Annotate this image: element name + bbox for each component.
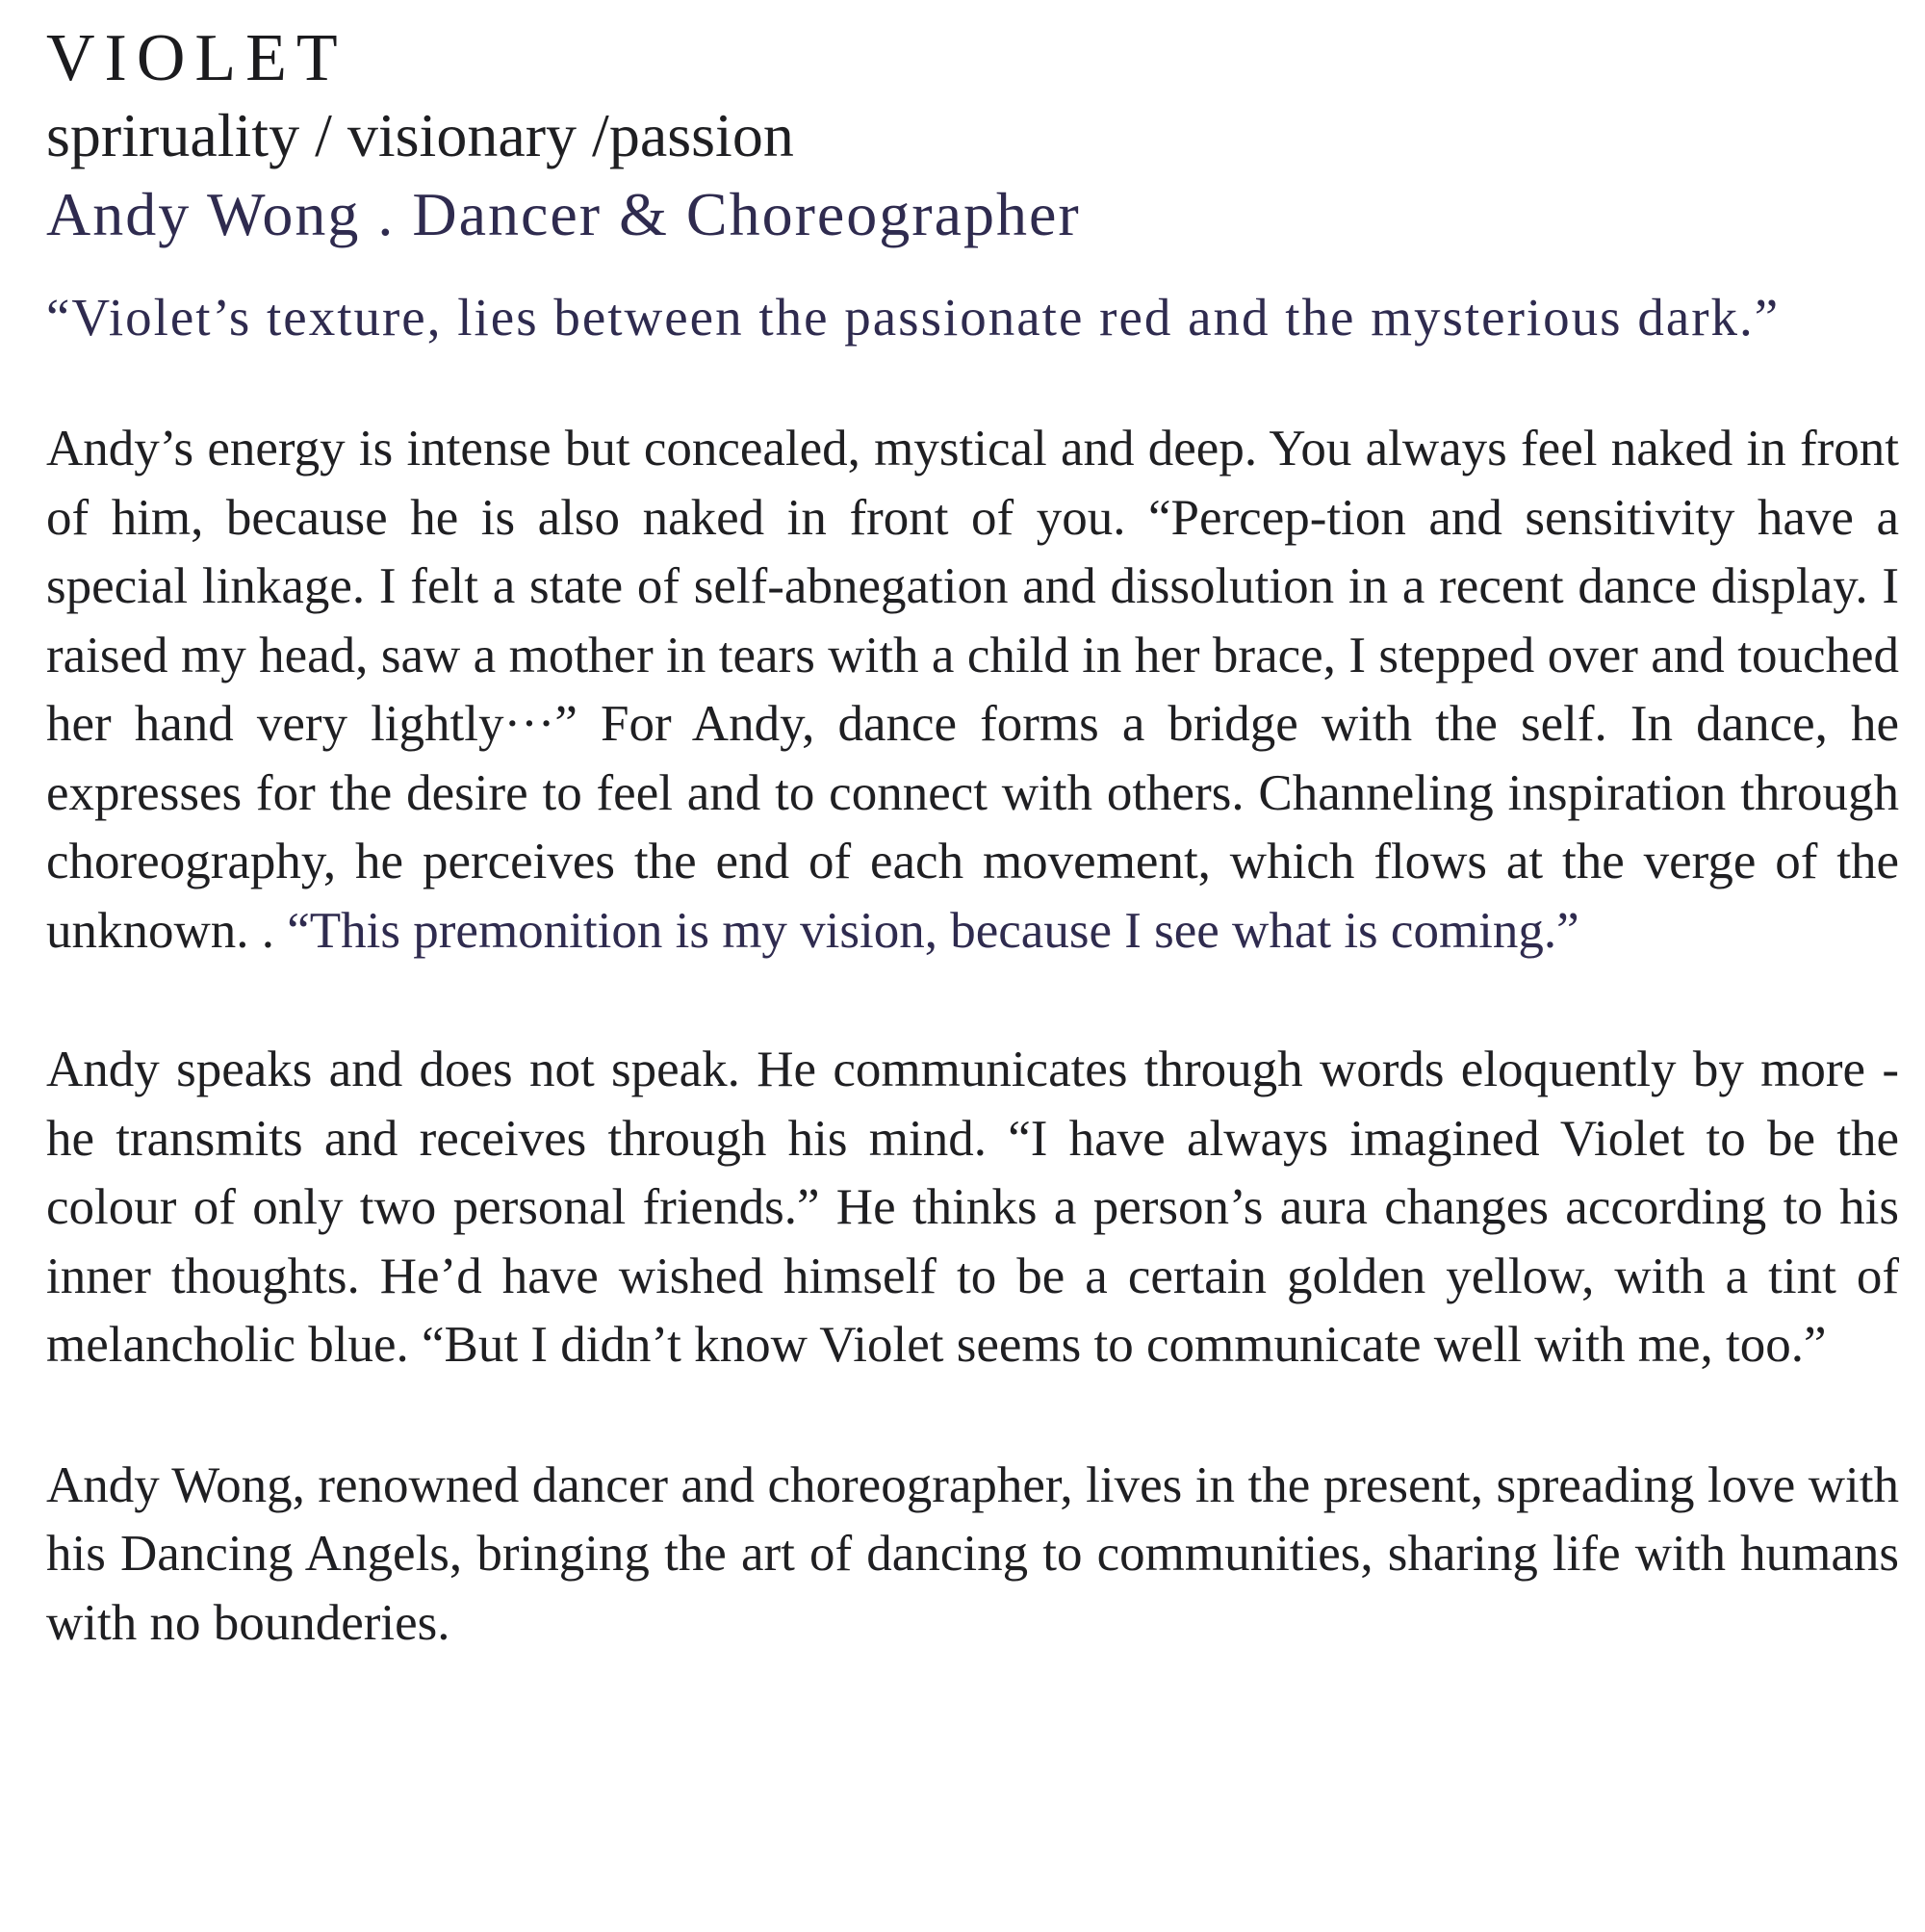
paragraph-3: Andy Wong, renowned dancer and choreographer, lives in the present, spreading love with his Dancing Angels, bringing the art of dancing to communities, sharing life with humans with no bounderies.: [46, 1456, 1899, 1651]
tagline: spriruality / visionary /passion: [46, 101, 794, 169]
paragraph-1: [46, 415, 1899, 966]
page-title: VIOLET: [46, 21, 347, 95]
byline: Andy Wong . Dancer & Choreographer: [46, 180, 1081, 248]
paragraph-1-text: Andy’s energy is intense but concealed, mystical and deep. You always feel naked in front of him, because he is also naked in front of you. “Percep-tion and sensitivity have a special linkage. I felt a state of self-abnegation and dissolution in a recent dance display. I raised my head, saw a mother in tears with a child in her brace, I stepped over and touched her hand very lightly···” For Andy, dance forms a bridge with the self. In dance, he expresses for the desire to feel and to connect with others. Channeling inspiration through choreography, he perceives the end of each movement, which flows at the verge of the unknown. .: [46, 421, 1899, 959]
article: [46, 21, 1899, 1658]
paragraph-1-quote: “This premonition is my vision, because I see what is coming.”: [287, 902, 1579, 959]
paragraph-2: Andy speaks and does not speak. He communicates through words eloquently by more - he transmits and receives through his mind. “I have always imagined Violet to be the colour of only two personal friends.” He thinks a person’s aura changes according to his inner thoughts. He’d have wished himself to be a certain golden yellow, with a tint of melancholic blue. “But I didn’t know Violet seems to communicate well with me, too.”: [46, 1042, 1899, 1373]
pull-quote: “Violet’s texture, lies between the passionate red and the mysterious dark.”: [46, 288, 1781, 347]
